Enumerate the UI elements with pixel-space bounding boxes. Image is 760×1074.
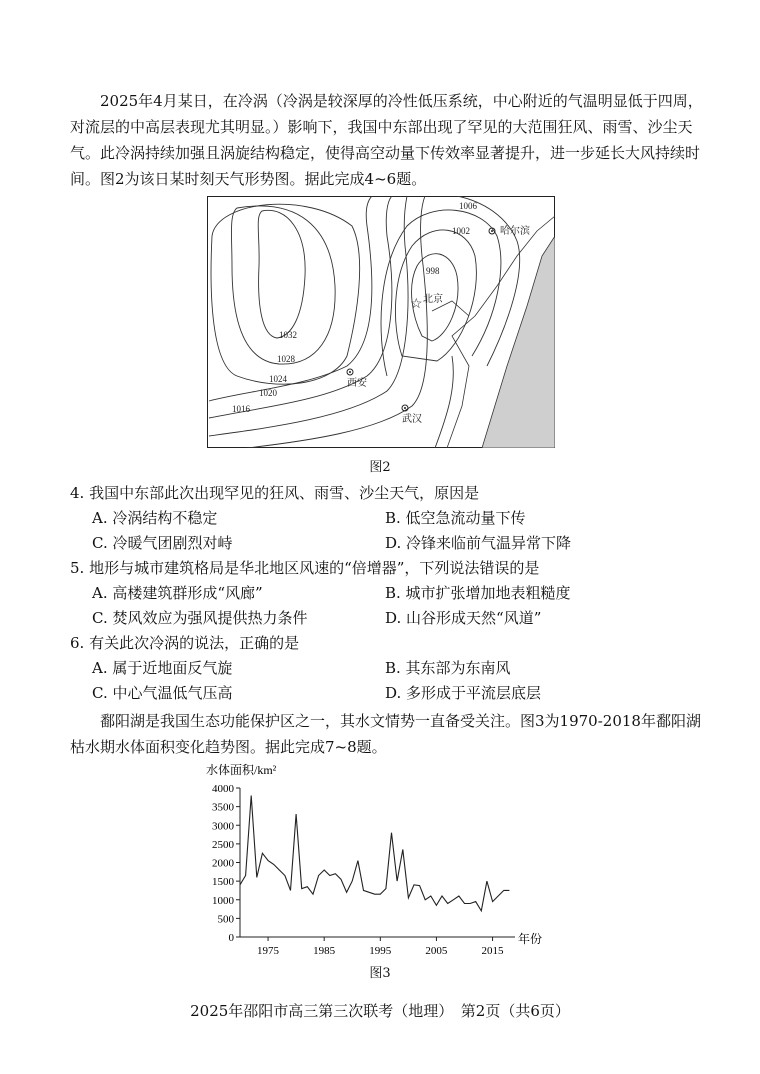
q6-option-b: B. 其东部为东南风 <box>385 659 511 677</box>
x-tick-label: 2005 <box>425 945 448 957</box>
figure-2-caption: 图2 <box>369 460 391 475</box>
isobar-label-1024: 1024 <box>269 374 287 384</box>
isobar-label-1006: 1006 <box>459 201 477 211</box>
y-tick-label: 2500 <box>212 838 234 851</box>
x-tick-label: 1995 <box>369 945 392 957</box>
water-area-series-line <box>240 796 509 911</box>
y-tick-label: 1000 <box>212 894 234 907</box>
y-tick-label: 0 <box>228 932 234 944</box>
isobar-label-1002: 1002 <box>452 226 470 236</box>
q4-option-a: A. 冷涡结构不稳定 <box>92 509 218 527</box>
y-tick-label: 2000 <box>212 857 234 870</box>
isobar-label-998: 998 <box>426 266 440 276</box>
question-6-stem: 6. 有关此次冷涡的说法，正确的是 <box>70 634 300 652</box>
y-tick-label: 4000 <box>212 783 234 795</box>
isobar-label-1032: 1032 <box>279 330 297 340</box>
figure-3-caption: 图3 <box>369 966 391 981</box>
x-tick-label: 1985 <box>313 945 336 957</box>
water-area-line-chart <box>200 760 570 965</box>
y-tick-label: 500 <box>217 913 234 926</box>
x-tick-label: 1975 <box>257 945 280 957</box>
q4-option-c: C. 冷暖气团剧烈对峙 <box>92 534 233 552</box>
intro-paragraph-1: 2025年4月某日，在冷涡（冷涡是较深厚的冷性低压系统，中心附近的气温明显低于四周，对流层的中高层表现尤其明显。）影响下，我国中东部出现了罕见的大范围狂风、雨雪、沙尘天气。此冷涡持续加强且涡旋结构稳定，使得高空动量下传效率显著提升，进一步延长大风持续时间。图2为该日某时刻天气形势图。据此完成4~6题。 <box>70 92 703 188</box>
y-tick-label: 3000 <box>212 820 234 833</box>
city-beijing: 北京 <box>423 294 443 305</box>
q5-option-b: B. 城市扩张增加地表粗糙度 <box>385 584 571 602</box>
q5-option-d: D. 山谷形成天然“风道” <box>385 609 542 627</box>
y-tick-label: 3500 <box>212 801 234 814</box>
q5-option-c: C. 焚风效应为强风提供热力条件 <box>92 609 308 627</box>
q4-option-d: D. 冷锋来临前气温异常下降 <box>385 534 572 552</box>
page-footer: 2025年邵阳市高三第三次联考（地理） 第2页（共6页） <box>190 1002 570 1020</box>
city-wuhan: 武汉 <box>402 414 422 425</box>
x-tick-label: 2015 <box>481 945 504 957</box>
weather-map-figure <box>207 196 555 448</box>
q6-option-d: D. 多形成于平流层底层 <box>385 684 542 702</box>
beijing-star-icon: ☆ <box>410 297 423 312</box>
intro-paragraph-2: 鄱阳湖是我国生态功能保护区之一，其水文情势一直备受关注。图3为1970-2018年鄱阳湖枯水期水体面积变化趋势图。据此完成7~8题。 <box>70 712 701 756</box>
chart-y-axis-label: 水体面积/km² <box>206 763 277 777</box>
city-xian: 西安 <box>347 378 367 389</box>
isobar-label-1028: 1028 <box>277 354 295 364</box>
q5-option-a: A. 高楼建筑群形成“风廊” <box>92 584 263 602</box>
chart-x-axis-label: 年份 <box>518 932 543 946</box>
q6-option-a: A. 属于近地面反气旋 <box>92 659 233 677</box>
city-harbin: 哈尔滨 <box>500 226 530 237</box>
isobar-label-1020: 1020 <box>259 388 277 398</box>
question-4-stem: 4. 我国中东部此次出现罕见的狂风、雨雪、沙尘天气，原因是 <box>70 484 480 502</box>
question-5-stem: 5. 地形与城市建筑格局是华北地区风速的“倍增器”，下列说法错误的是 <box>70 559 540 577</box>
q4-option-b: B. 低空急流动量下传 <box>385 509 526 527</box>
y-tick-label: 1500 <box>212 876 234 889</box>
isobar-label-1016: 1016 <box>232 404 250 414</box>
q6-option-c: C. 中心气温低气压高 <box>92 684 233 702</box>
